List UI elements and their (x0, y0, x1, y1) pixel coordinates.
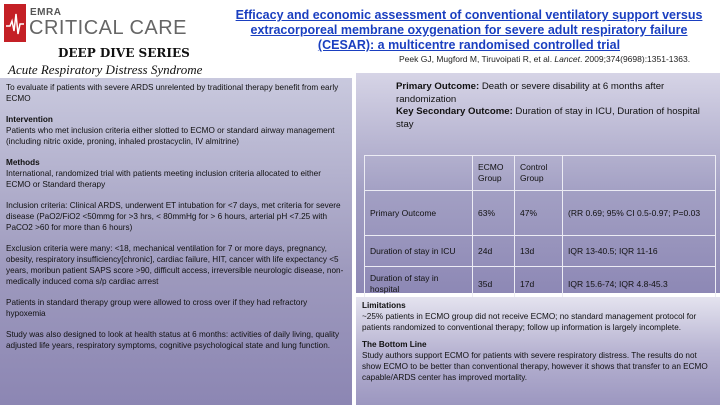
table-row (365, 236, 716, 267)
study-summary-panel (0, 78, 352, 405)
bottom-line-heading: The Bottom Line (362, 340, 427, 349)
table-cell: (RR 0.69; 95% CI 0.5-0.97; P=0.03 (563, 191, 716, 236)
intervention-text: Patients who met inclusion criteria either slotted to ECMO or standard airway management (including nitric oxide, proning, inhaled prostacyclin, IV almitrine) (6, 126, 335, 146)
ecg-icon (4, 4, 26, 42)
exclusion-text: Exclusion criteria were many: <18, mechanical ventilation for 7 or more days, pregnancy, obesity, respiratory insufficiency[chronic], cardiac failure, HIT, cancer with life expectancy <5 years, moribun patient SAPS score >90, difficult access, irreversible neurologic disease, non-medically induced coma s/p cardiac arrest (6, 244, 344, 286)
table-row (365, 191, 716, 236)
secondary-outcome-label: Key Secondary Outcome: (396, 106, 513, 117)
methods-heading: Methods (6, 158, 40, 167)
primary-outcome-text: Death or severe disability at 6 months after randomization (396, 81, 665, 105)
citation (399, 54, 690, 64)
table-cell: IQR 15.6-74; IQR 4.8-45.3 (563, 267, 716, 302)
table-header (563, 156, 716, 191)
health-status-text: Study was also designed to look at health status at 6 months: activities of daily living, quality adjusted life years, respiratory symptoms, cognitive psychological state and lung function. (6, 330, 340, 350)
objective-text: To evaluate if patients with severe ARDS unrelented by traditional therapy benefit from early ECMO (6, 83, 339, 103)
table-header: Control Group (515, 156, 563, 191)
table-header-row (365, 156, 716, 191)
series-name: DEEP DIVE SERIES (58, 46, 190, 60)
limitations-text: ~25% patients in ECMO group did not receive ECMO; no standard management protocol for patients randomized to conventional therapy; follow up information is largely incomplete. (362, 312, 697, 332)
table-header (365, 156, 473, 191)
table-cell: Duration of stay in hospital (365, 267, 473, 302)
table-cell: 35d (473, 267, 515, 302)
table-cell: 63% (473, 191, 515, 236)
citation-journal: Lancet (554, 54, 580, 64)
primary-outcome-label: Primary Outcome: (396, 81, 480, 92)
series-topic: Acute Respiratory Distress Syndrome (8, 62, 203, 77)
table-cell: Primary Outcome (365, 191, 473, 236)
table-header: ECMO Group (473, 156, 515, 191)
limitations-panel (356, 297, 720, 405)
table-cell: 47% (515, 191, 563, 236)
bottom-line-text: Study authors support ECMO for patients with severe respiratory distress. The results do not show ECMO to be better than conventional therapy, however it shows that transfer to an ECMO capable/ARDS center has improved mortality. (362, 351, 708, 382)
results-table (364, 155, 716, 302)
citation-authors: Peek GJ, Mugford M, Tiruvoipati R, et al. (399, 54, 555, 64)
brand-line2: CRITICAL CARE (29, 17, 188, 39)
table-cell: IQR 13-40.5; IQR 11-16 (563, 236, 716, 267)
table-cell: 13d (515, 236, 563, 267)
limitations-heading: Limitations (362, 301, 406, 310)
citation-rest: . 2009;374(9698):1351-1363. (579, 54, 691, 64)
table-cell: 17d (515, 267, 563, 302)
intervention-heading: Intervention (6, 115, 53, 124)
emra-logo (4, 4, 26, 42)
outcomes-text (396, 81, 714, 131)
methods-text: International, randomized trial with patients meeting inclusion criteria allocated to either ECMO or Standard therapy (6, 169, 321, 189)
secondary-outcome-text: Duration of stay in ICU, Duration of hospital stay (396, 106, 700, 130)
brand-line1: EMRA (30, 7, 62, 18)
inclusion-text: Inclusion criteria: Clinical ARDS, underwent ET intubation for <7 days, met criteria for severe disease (PaO2/FiO2 <50mmg for >3 hrs, < 80mmHg for > 6 hours, arterial pH <7.25 with PaCO2 >60 for more than 6 hours) (6, 201, 341, 232)
crossover-text: Patients in standard therapy group were allowed to cross over if they had refractory hypoxemia (6, 298, 308, 318)
article-title-link[interactable]: Efficacy and economic assessment of conventional ventilatory support versus extracorporeal membrane oxygenation for severe adult respiratory failure (CESAR): a multicentre randomised controlled trial (235, 8, 703, 52)
table-cell: 24d (473, 236, 515, 267)
outcomes-panel (356, 73, 720, 293)
table-cell: Duration of stay in ICU (365, 236, 473, 267)
